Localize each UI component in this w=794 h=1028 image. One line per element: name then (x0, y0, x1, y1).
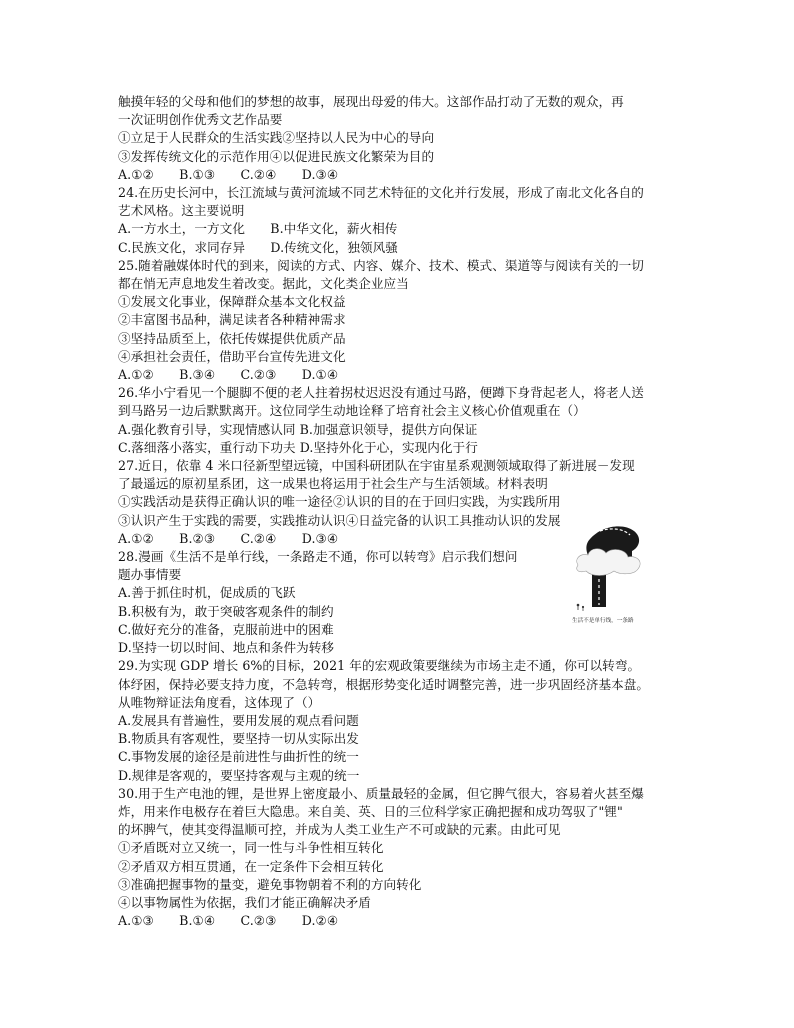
text-line: 一次证明创作优秀文艺作品要 (118, 112, 283, 128)
text-line: 26.华小宁看见一个腿脚不便的老人拄着拐杖迟迟没有通过马路，便蹲下身背起老人，将老人送 (118, 385, 644, 401)
text-line: A.一方水土，一方文化 B.中华文化，薪火相传 (118, 221, 398, 237)
text-line: 的坏脾气，使其变得温顺可控，并成为人类工业生产不可或缺的元素。由此可见 (118, 822, 561, 838)
text-line: C.落细落小落实，重行动下功夫 D.坚持外化于心，实现内化于行 (118, 439, 478, 455)
text-line: 体纾困，保持必要支持力度，不急转弯，根据形势变化适时调整完善，进一步巩固经济基本盘。 (118, 676, 650, 692)
text-line: 都在悄无声息地发生着改变。据此，文化类企业应当 (118, 276, 409, 292)
text-line: 到马路另一边后默默离开。这位同学生动地诠释了培育社会主义核心价值观重在（） (118, 403, 586, 419)
text-line: ③准确把握事物的量变，避免事物朝着不利的方向转化 (118, 876, 422, 892)
text-line: A.①② B.②③ C.②④ D.③④ (118, 530, 339, 546)
text-line: ④以事物属性为依据，我们才能正确解决矛盾 (118, 894, 371, 910)
text-line: C.做好充分的准备，克服前进中的困难 (118, 621, 334, 637)
text-line: 25.随着融媒体时代的到来，阅读的方式、内容、媒介、技术、模式、渠道等与阅读有关的一切 (118, 257, 644, 273)
text-line: ③发挥传统文化的示范作用④以促进民族文化繁荣为目的 (118, 148, 435, 164)
text-line: A.①② B.③④ C.②③ D.①④ (118, 367, 339, 383)
text-line: 从唯物辩证法角度看，这体现了（） (118, 694, 321, 710)
text-line: B.积极有为，敢于突破客观条件的制约 (118, 603, 334, 619)
text-line: ③认识产生于实践的需要，实践推动认识④日益完备的认识工具推动认识的发展 (118, 512, 561, 528)
text-line: 24.在历史长河中，长江流域与黄河流域不同艺术特征的文化并行发展，形成了南北文化各自的 (118, 185, 644, 201)
text-line: A.发展具有普遍性，要用发展的观点看问题 (118, 712, 359, 728)
text-line: B.物质具有客观性，要坚持一切从实际出发 (118, 731, 359, 747)
text-line: 29.为实现 GDP 增长 6%的目标，2021 年的宏观政策要继续为市场主走不通，你可以转弯。 (118, 658, 641, 674)
text-line: A.善于抓住时机，促成质的飞跃 (118, 585, 296, 601)
text-line: ④承担社会责任，借助平台宣传先进文化 (118, 348, 346, 364)
text-line: D.规律是客观的，要坚持客观与主观的统一 (118, 767, 360, 783)
cartoon-road-image (572, 521, 658, 613)
text-line: ②丰富图书品种，满足读者各种精神需求 (118, 312, 346, 328)
text-line: 27.近日，依靠 4 米口径新型望远镜，中国科研团队在宇宙星系观测领域取得了新进展－发现 (118, 458, 635, 474)
text-line: C.民族文化，求同存异 D.传统文化，独领风骚 (118, 239, 398, 255)
text-line: A.①② B.①③ C.②④ D.③④ (118, 166, 339, 182)
text-line: ②矛盾双方相互贯通，在一定条件下会相互转化 (118, 858, 384, 874)
text-line: A.强化教育引导，实现情感认同 B.加强意识领导，提供方向保证 (118, 421, 478, 437)
exam-page (118, 93, 690, 930)
text-line: 题办事情要 (118, 567, 182, 583)
text-line: 了最遥远的原初星系团，这一成果也将运用于社会生产与生活领域。材料表明 (118, 476, 548, 492)
text-line: ①实践活动是获得正确认识的唯一途径②认识的目的在于回归实践，为实践所用 (118, 494, 561, 510)
text-line: ①立足于人民群众的生活实践②坚持以人民为中心的导向 (118, 130, 435, 146)
text-line: ①发展文化事业，保障群众基本文化权益 (118, 294, 346, 310)
text-line: A.①③ B.①④ C.②③ D.②④ (118, 913, 339, 929)
text-line: 28.漫画《生活不是单行线，一条路走不通，你可以转弯》启示我们想问 (118, 549, 518, 565)
text-line: D.坚持一切以时间、地点和条件为转移 (118, 640, 335, 656)
text-line: 艺术风格。这主要说明 (118, 203, 245, 219)
cartoon-caption: 生活不是单行线，一条路 (572, 618, 634, 624)
text-line: ①矛盾既对立又统一，同一性与斗争性相互转化 (118, 840, 384, 856)
text-line: C.事物发展的途径是前进性与曲折性的统一 (118, 749, 359, 765)
text-line: 30.用于生产电池的锂，是世界上密度最小、质量最轻的金属，但它脾气很大，容易着火甚至爆 (118, 785, 644, 801)
cartoon-illustration (572, 521, 658, 625)
text-line: ③坚持品质至上，依托传媒提供优质产品 (118, 330, 346, 346)
text-line: 炸，用来作电极存在着巨大隐患。来自美、英、日的三位科学家正确把握和成功驾驭了"锂" (118, 803, 623, 819)
text-line: 触摸年轻的父母和他们的梦想的故事，展现出母爱的伟大。这部作品打动了无数的观众，再 (118, 94, 624, 109)
